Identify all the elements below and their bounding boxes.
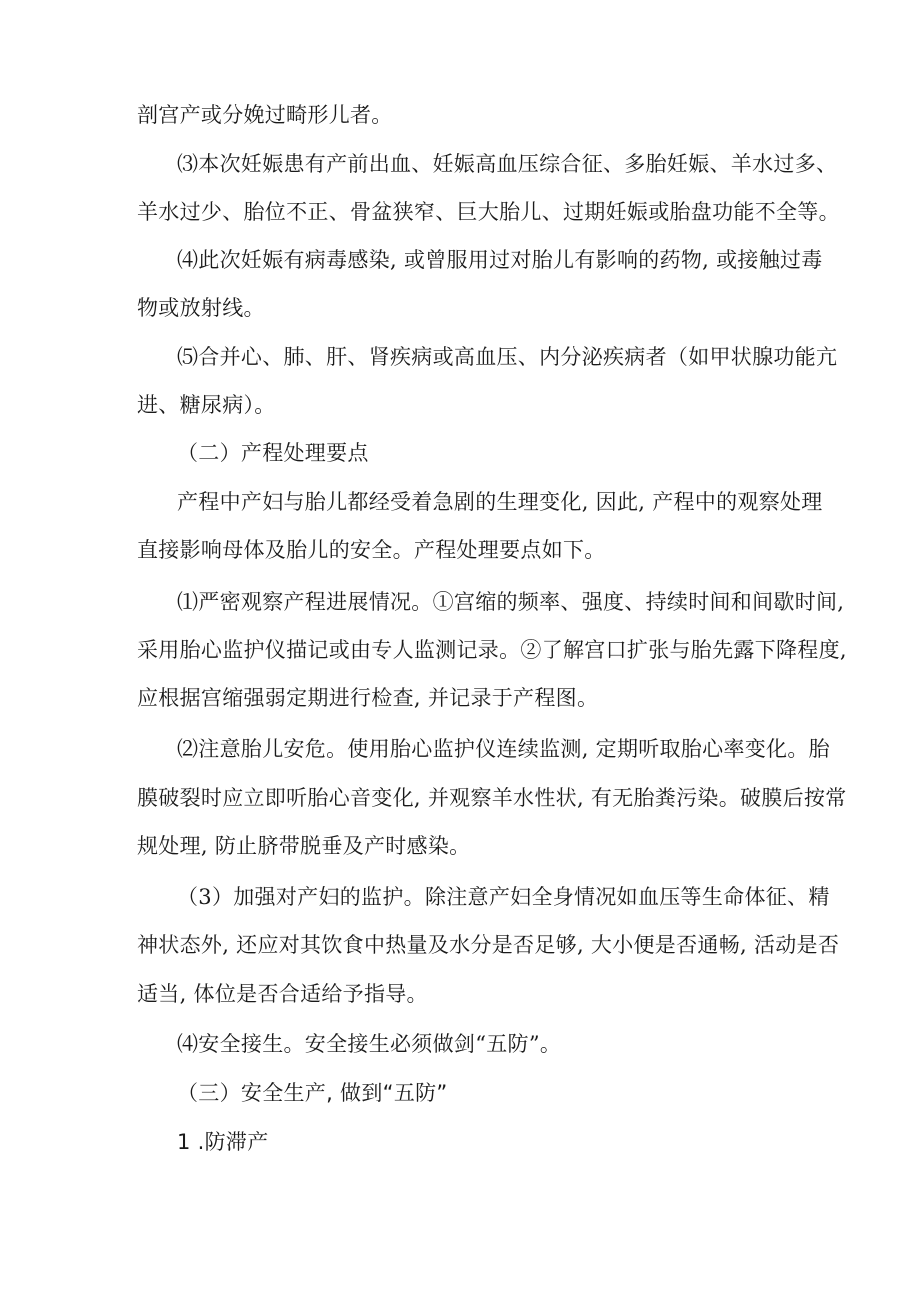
text-line-5: 物或放射线。 (137, 296, 265, 320)
text-line-2: ⑶本次妊娠患有产前出血、妊娠高血压综合征、多胎妊娠、羊水过多、 (177, 152, 838, 176)
text-line-15: 膜破裂时应立即听胎心音变化, 并观察羊水性状, 有无胎粪污染。破膜后按常 (137, 786, 847, 810)
text-line-6: ⑸合并心、肺、肝、肾疾病或高血压、内分泌疾病者（如甲状腺功能亢 (177, 345, 838, 369)
text-line-12: 采用胎心监护仪描记或由专人监测记录。②了解宫口扩张与胎先露下降程度, (137, 638, 847, 662)
text-line-16: 规处理, 防止脐带脱垂及产时感染。 (137, 834, 471, 858)
text-line-13: 应根据宫缩强弱定期进行检查, 并记录于产程图。 (137, 686, 599, 710)
text-line-7: 进、糖尿病）。 (137, 393, 276, 417)
text-line-10: 直接影响母体及胎儿的安全。产程处理要点如下。 (137, 538, 606, 562)
text-line-11: ⑴严密观察产程进展情况。①宫缩的频率、强度、持续时间和间歇时间, (177, 590, 845, 614)
text-line-18: 神状态外, 还应对其饮食中热量及水分是否足够, 大小便是否通畅, 活动是否 (137, 933, 840, 957)
text-line-14: ⑵注意胎儿安危。使用胎心监护仪连续监测, 定期听取胎心率变化。胎 (177, 737, 830, 761)
subsection-heading-1: 1 .防滞产 (177, 1130, 269, 1154)
text-line-1: 剖宫产或分娩过畸形儿者。 (137, 103, 393, 127)
section-heading-2: （二）产程处理要点 (177, 441, 369, 465)
text-line-19: 适当, 体位是否合适给予指导。 (137, 982, 428, 1006)
text-line-3: 羊水过少、胎位不正、骨盆狭窄、巨大胎儿、过期妊娠或胎盘功能不全等。 (137, 200, 840, 224)
text-line-20: ⑷安全接生。安全接生必须做剑“五防”。 (177, 1032, 562, 1056)
text-line-17: （3）加强对产妇的监护。除注意产妇全身情况如血压等生命体征、精 (177, 885, 830, 909)
text-line-9: 产程中产妇与胎儿都经受着急剧的生理变化, 因此, 产程中的观察处理 (177, 490, 823, 514)
section-heading-3: （三）安全生产, 做到“五防” (177, 1081, 448, 1105)
text-line-4: ⑷此次妊娠有病毒感染, 或曾服用过对胎儿有影响的药物, 或接触过毒 (177, 248, 823, 272)
